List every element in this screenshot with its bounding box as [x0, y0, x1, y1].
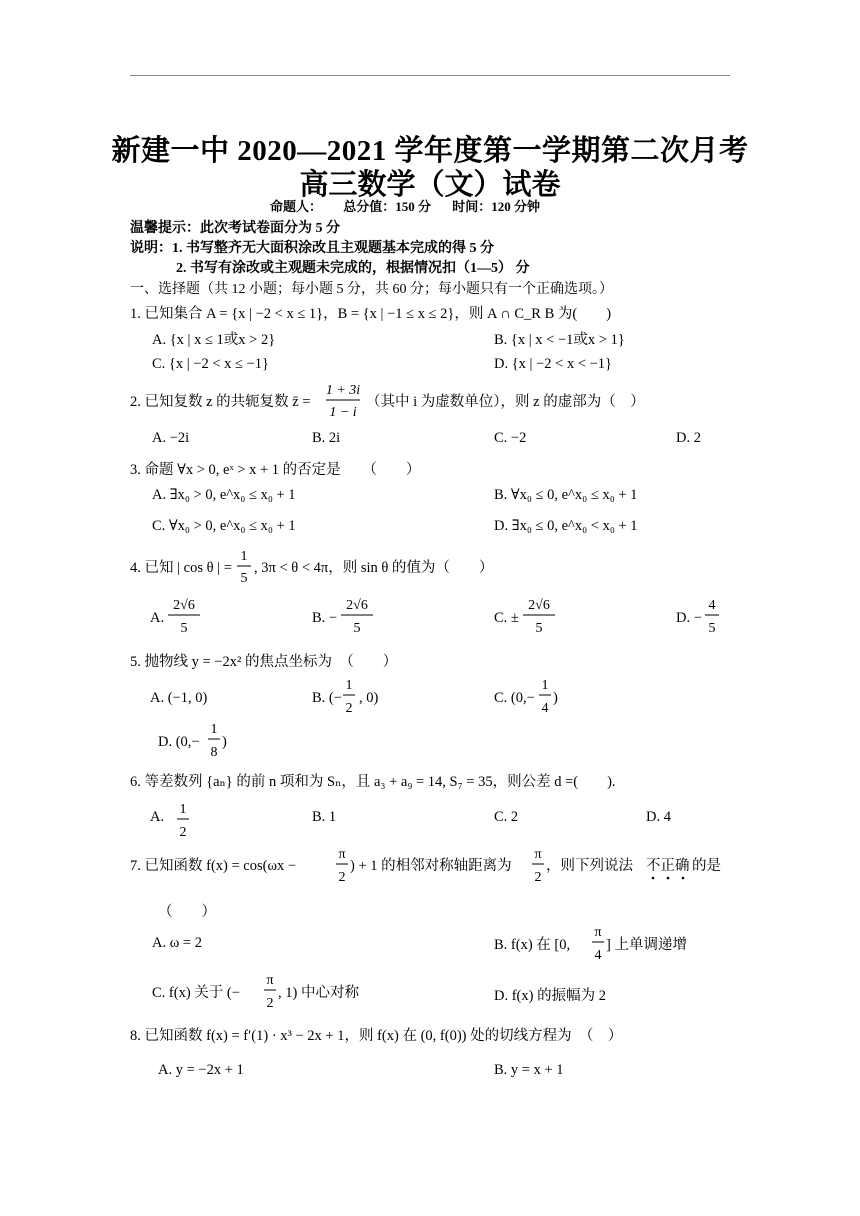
question-1-stem: 1. 已知集合 A = {x | −2 < x ≤ 1}，B = {x | −1 ≤ x ≤ 2}，则 A ∩ C_R B 为( ) — [130, 306, 612, 322]
question-4-option-b-den: 5 — [353, 621, 361, 636]
question-7-frac-num: π — [338, 847, 346, 862]
question-7-option-b-prefix: B. f(x) 在 [0, — [494, 937, 571, 953]
question-2-option-c: C. −2 — [494, 430, 527, 446]
question-3-option-b: B. ∀x₀ ≤ 0, e^x₀ ≤ x₀ + 1 — [494, 487, 638, 503]
question-2-option-a: A. −2i — [152, 430, 190, 446]
question-7-option-c-den: 2 — [266, 996, 274, 1011]
question-5-option-b-suffix: , 0) — [359, 690, 379, 706]
exam-title-line2: 高三数学（文）试卷 — [299, 169, 561, 201]
question-8-option-b: B. y = x + 1 — [494, 1062, 564, 1078]
question-7-stem-suffix: ，则下列说法 — [546, 858, 633, 874]
question-4-options — [150, 592, 750, 640]
question-7-option-b-den: 4 — [594, 948, 602, 963]
question-5-option-b-prefix: B. (− — [312, 690, 342, 706]
question-7-stem-prefix: 7. 已知函数 f(x) = cos(ωx − — [130, 858, 297, 874]
question-7-option-c-prefix: C. f(x) 关于 (− — [152, 985, 240, 1001]
question-4-option-a-prefix: A. — [150, 610, 165, 626]
question-7-option-d: D. f(x) 的振幅为 2 — [494, 988, 606, 1004]
question-4-option-a-den: 5 — [180, 621, 188, 636]
question-1-option-c: C. {x | −2 < x ≤ −1} — [152, 356, 269, 372]
question-5-option-d-den: 8 — [210, 745, 218, 760]
question-7-option-b-suffix: ] 上单调递增 — [606, 937, 687, 953]
question-4-option-c-den: 5 — [535, 621, 543, 636]
question-4-option-c-prefix: C. ± — [494, 610, 519, 626]
question-3-option-a: A. ∃x₀ > 0, e^x₀ ≤ x₀ + 1 — [152, 487, 296, 503]
question-3-stem: 3. 命题 ∀x > 0, eˣ > x + 1 的否定是 （ ） — [130, 462, 421, 478]
question-2-option-b: B. 2i — [312, 430, 341, 446]
question-4-option-d-prefix: D. − — [676, 610, 702, 626]
tip-line: 温馨提示：此次考试卷面分为 5 分 — [130, 221, 340, 236]
question-3-option-c: C. ∀x₀ > 0, e^x₀ ≤ x₀ + 1 — [152, 518, 296, 534]
question-5-option-d-prefix: D. (0,− — [158, 734, 200, 750]
question-2-stem-suffix: （其中 i 为虚数单位），则 z 的虚部为（ ） — [366, 394, 645, 410]
question-6-option-d: D. 4 — [646, 809, 671, 825]
question-4-stem — [130, 546, 730, 590]
question-1-option-a: A. {x | x ≤ 1或x > 2} — [152, 332, 276, 348]
question-8-stem: 8. 已知函数 f(x) = f′(1) · x³ − 2x + 1，则 f(x) 在 (0, f(0)) 处的切线方程为 （ ） — [130, 1028, 623, 1044]
question-7-option-c — [152, 968, 452, 1016]
question-7-stem-end: 的是 — [692, 858, 721, 874]
note-line-2: 2. 书写有涂改或主观题未完成的，根据情况扣（1—5） 分 — [176, 261, 530, 276]
question-5-option-c-prefix: C. (0,− — [494, 690, 535, 706]
question-1-option-d: D. {x | −2 < x < −1} — [494, 356, 613, 372]
question-7-stem — [130, 842, 735, 888]
question-4-option-b-num: 2√6 — [346, 598, 368, 613]
question-6-option-c: C. 2 — [494, 809, 519, 825]
question-2-frac-den: 1 − i — [329, 405, 357, 420]
question-5-option-a: A. (−1, 0) — [150, 690, 208, 706]
question-4-stem-suffix: , 3π < θ < 4π，则 sin θ 的值为（ ） — [254, 560, 494, 576]
total-score: 总分值：150 分 — [343, 199, 432, 214]
section-heading: 一、选择题（共 12 小题；每小题 5 分，共 60 分；每小题只有一个正确选项。） — [130, 282, 613, 297]
header-rule — [130, 75, 730, 76]
question-4-stem-prefix: 4. 已知 | cos θ | = — [130, 560, 232, 576]
question-4-option-c-num: 2√6 — [528, 598, 550, 613]
question-7-blank: （ ） — [158, 904, 216, 920]
question-6-option-b: B. 1 — [312, 809, 337, 825]
exam-title-line1: 新建一中 2020—2021 学年度第一学期第二次月考 — [111, 135, 749, 167]
question-5-option-d-num: 1 — [210, 722, 218, 737]
question-5-option-b-num: 1 — [345, 678, 353, 693]
question-7-option-c-num: π — [266, 973, 274, 988]
question-4-option-d-den: 5 — [708, 621, 716, 636]
exam-time: 时间：120 分钟 — [452, 199, 541, 214]
question-5-option-b-den: 2 — [345, 701, 353, 716]
question-6-option-a-den: 2 — [179, 825, 187, 840]
question-7-option-b-num: π — [594, 925, 602, 940]
exam-meta — [270, 196, 600, 215]
question-7-frac2-den: 2 — [534, 870, 542, 885]
question-7-frac-den: 2 — [338, 870, 346, 885]
question-5-options-row2 — [158, 716, 358, 764]
question-2-stem — [130, 380, 730, 424]
question-8-option-a: A. y = −2x + 1 — [158, 1062, 244, 1078]
question-5-options-row1 — [150, 672, 750, 720]
note-line-1: 说明：1. 书写整齐无大面积涂改且主观题基本完成的得 5 分 — [130, 241, 494, 256]
question-7-frac2-num: π — [534, 847, 542, 862]
question-2-stem-prefix: 2. 已知复数 z 的共轭复数 z̄ = — [130, 394, 311, 410]
setter-label: 命题人： — [270, 199, 323, 214]
question-5-option-c-num: 1 — [541, 678, 549, 693]
question-7-option-b — [494, 920, 734, 966]
question-4-option-b-prefix: B. − — [312, 610, 338, 626]
question-5-option-c-den: 4 — [541, 701, 549, 716]
question-5-stem: 5. 抛物线 y = −2x² 的焦点坐标为 （ ） — [130, 654, 398, 670]
question-4-option-d-num: 4 — [708, 598, 716, 613]
question-1-option-b: B. {x | x < −1或x > 1} — [494, 332, 625, 348]
question-6-option-a-num: 1 — [179, 802, 187, 817]
question-7-stem-mid: ) + 1 的相邻对称轴距离为 — [350, 858, 512, 874]
question-6-option-a-prefix: A. — [150, 809, 165, 825]
question-6-options — [150, 796, 750, 844]
question-2-option-d: D. 2 — [676, 430, 701, 446]
question-4-option-a-num: 2√6 — [173, 598, 195, 613]
question-2-frac-num: 1 + 3i — [325, 383, 361, 398]
question-7-stem-emphasis: 不正确 — [646, 858, 690, 874]
question-6-stem: 6. 等差数列 {aₙ} 的前 n 项和为 Sₙ，且 a₃ + a₉ = 14, S₇ = 35，则公差 d =( ). — [130, 774, 616, 790]
question-5-option-d-suffix: ) — [222, 734, 227, 750]
question-5-option-c-suffix: ) — [553, 690, 558, 706]
question-4-frac-den: 5 — [240, 571, 248, 586]
question-7-option-c-suffix: , 1) 中心对称 — [278, 985, 359, 1001]
question-4-frac-num: 1 — [240, 549, 248, 564]
question-7-option-a: A. ω = 2 — [152, 935, 202, 951]
question-3-option-d: D. ∃x₀ ≤ 0, e^x₀ < x₀ + 1 — [494, 518, 638, 534]
